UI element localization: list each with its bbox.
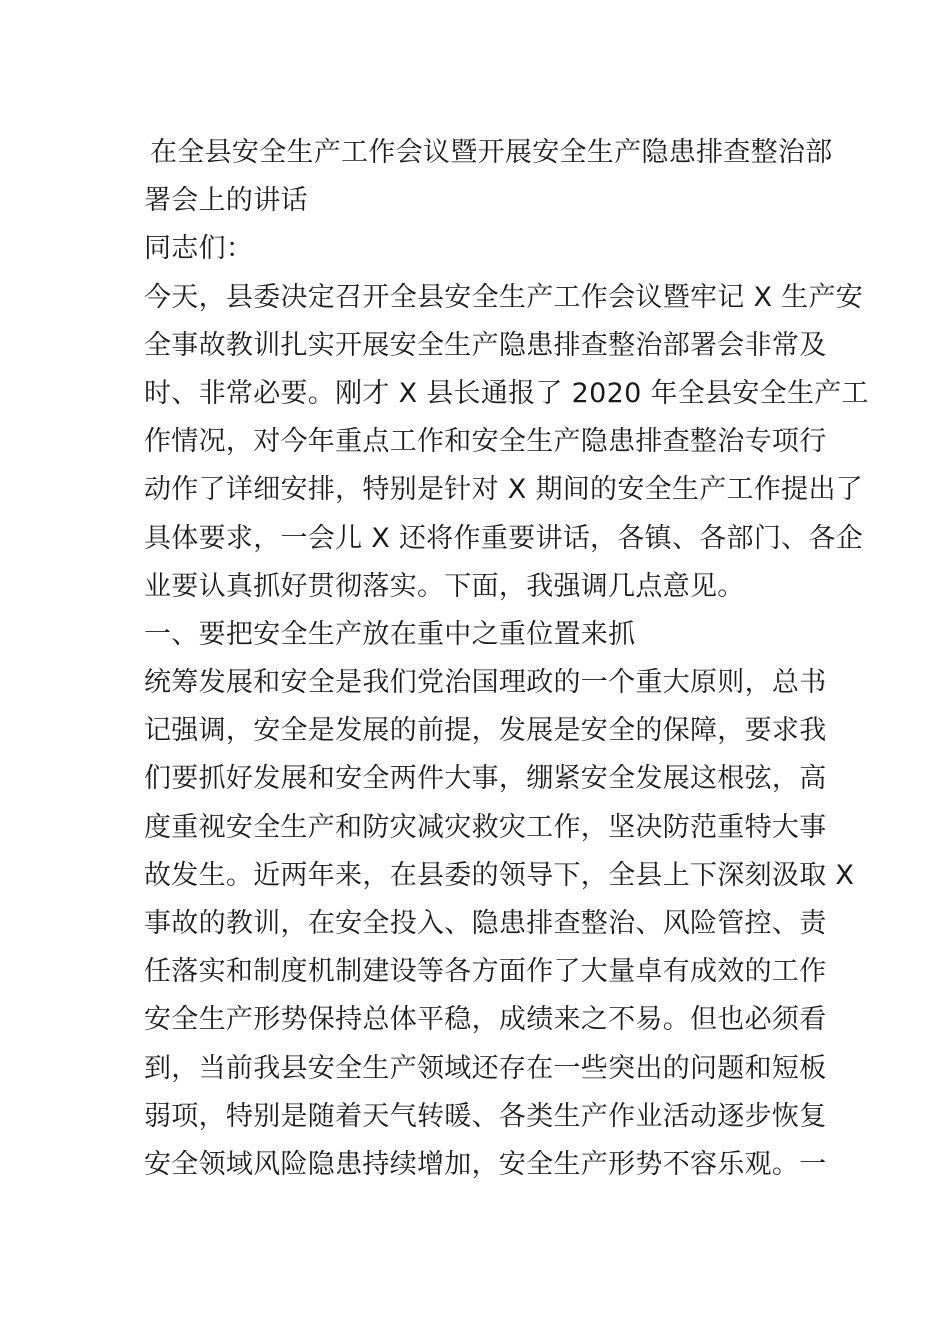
section-1-heading: 一、要把安全生产放在重中之重位置来抓 xyxy=(144,618,636,650)
paragraph-1-line: 动作了详细安排，特别是针对 X 期间的安全生产工作提出了 xyxy=(144,474,864,506)
paragraph-1-line: 作情况，对今年重点工作和安全生产隐患排查整治专项行 xyxy=(144,426,827,458)
paragraph-1-line: 今天，县委决定召开全县安全生产工作会议暨牢记 X 生产安 xyxy=(144,281,864,313)
paragraph-2-line: 事故的教训，在安全投入、隐患排查整治、风险管控、责 xyxy=(144,908,827,939)
paragraph-2-line: 们要抓好发展和安全两件大事，绷紧安全发展这根弦，高 xyxy=(144,763,827,795)
paragraph-2-line: 安全领域风险隐患持续增加，安全生产形势不容乐观。一 xyxy=(144,1148,827,1180)
paragraph-2-line: 记强调，安全是发展的前提，发展是安全的保障，要求我 xyxy=(144,715,827,747)
paragraph-2-line: 故发生。近两年来，在县委的领导下，全县上下深刻汲取 X xyxy=(144,859,855,891)
paragraph-1-line: 全事故教训扎实开展安全生产隐患排查整治部署会非常及 xyxy=(144,329,827,361)
paragraph-2-line: 任落实和制度机制建设等各方面作了大量卓有成效的工作 xyxy=(144,956,827,988)
paragraph-2-line: 到，当前我县安全生产领域还存在一些突出的问题和短板 xyxy=(144,1052,827,1084)
paragraph-2-line: 安全生产形势保持总体平稳，成绩来之不易。但也必须看 xyxy=(144,1004,827,1036)
paragraph-2-line: 弱项，特别是随着天气转暖、各类生产作业活动逐步恢复 xyxy=(144,1100,827,1132)
paragraph-2-line: 统筹发展和安全是我们党治国理政的一个重大原则，总书 xyxy=(144,667,827,699)
document-title-line-2: 署会上的讲话 xyxy=(144,185,308,217)
paragraph-2-line: 度重视安全生产和防灾减灾救灾工作，坚决防范重特大事 xyxy=(144,811,827,843)
salutation: 同志们： xyxy=(144,233,254,265)
paragraph-1-line: 业要认真抓好贯彻落实。下面，我强调几点意见。 xyxy=(144,570,745,602)
paragraph-1-line: 时、非常必要。刚才 X 县长通报了 2020 年全县安全生产工 xyxy=(144,377,869,409)
paragraph-1-line: 具体要求，一会儿 X 还将作重要讲话，各镇、各部门、各企 xyxy=(144,522,864,554)
document-title-line-1: 在全县安全生产工作会议暨开展安全生产隐患排查整治部 xyxy=(150,137,833,168)
document-body xyxy=(144,129,869,1189)
